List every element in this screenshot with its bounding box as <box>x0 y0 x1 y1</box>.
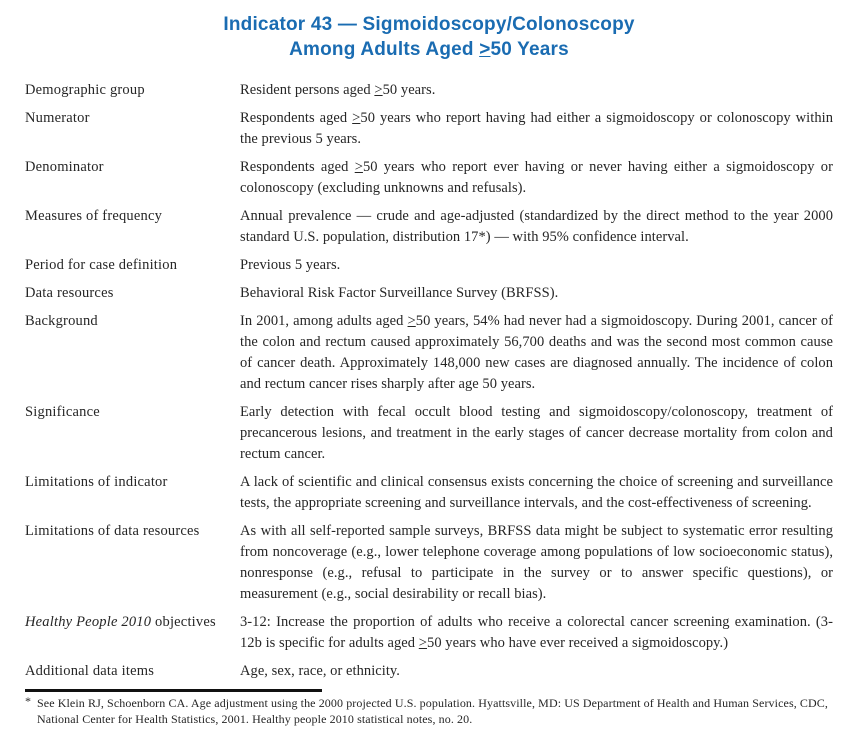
row-content: A lack of scientific and clinical consensus exists concerning the choice of screening and surveillance tests, the appropriate screening and surveillance intervals, and the cost-effectiveness of screening. <box>240 474 833 511</box>
row-label: Demographic group <box>25 82 145 98</box>
indicator-definition-table <box>25 80 833 682</box>
row-label: Period for case definition <box>25 257 178 273</box>
footnote-asterisk-marker: * <box>25 694 32 708</box>
footnote-divider-rule <box>25 689 322 692</box>
row-label: Limitations of indicator <box>25 474 168 490</box>
table-row-background <box>25 311 833 395</box>
table-row-period-for-case-definition <box>25 255 833 276</box>
table-row-denominator <box>25 157 833 199</box>
table-row-measures-of-frequency <box>25 206 833 248</box>
row-content: 3-12: Increase the proportion of adults who receive a colorectal cancer screening examination. (3-12b is specific for adults aged >50 years who have ever received a sigmoidoscopy.) <box>240 614 833 651</box>
table-row-demographic-group <box>25 80 833 101</box>
row-label: Significance <box>25 404 100 420</box>
table-row-limitations-of-data-resources <box>25 521 833 605</box>
row-content: Age, sex, race, or ethnicity. <box>240 663 400 679</box>
row-content: Previous 5 years. <box>240 257 341 273</box>
row-content: Respondents aged >50 years who report ever having or never having either a sigmoidoscopy or colonoscopy (excluding unknowns and refusals). <box>240 159 833 196</box>
page-title <box>25 12 833 62</box>
footnote <box>25 696 833 727</box>
table-row-significance <box>25 402 833 465</box>
row-label: Data resources <box>25 285 114 301</box>
row-label: Numerator <box>25 110 90 126</box>
row-label-italic-part: Healthy People 2010 <box>25 614 152 630</box>
table-row-numerator <box>25 108 833 150</box>
footnote-text: See Klein RJ, Schoenborn CA. Age adjustment using the 2000 projected U.S. population. Hyattsville, MD: US Department of Health and Human Services, CDC, National Center for Health Statistics, 2001. Healthy people 2010 statistical notes, no. 20. <box>37 696 828 726</box>
page-title-line-2: Among Adults Aged >50 Years <box>289 39 569 60</box>
row-label: Background <box>25 313 98 329</box>
page-title-line-1: Indicator 43 — Sigmoidoscopy/Colonoscopy <box>223 14 635 35</box>
row-label: Additional data items <box>25 663 155 679</box>
row-content: As with all self-reported sample surveys, BRFSS data might be subject to systematic error resulting from noncoverage (e.g., lower telephone coverage among populations of low socioeconomic status), nonresponse (e.g., refusal to participate in the survey or to answer specific questions), or measurement (e.g., social desirability or recall bias). <box>240 523 833 602</box>
row-label <box>25 612 240 654</box>
table-row-data-resources <box>25 283 833 304</box>
row-label: Measures of frequency <box>25 208 163 224</box>
row-content: Respondents aged >50 years who report having had either a sigmoidoscopy or colonoscopy within the previous 5 years. <box>240 110 833 147</box>
row-content: Behavioral Risk Factor Surveillance Survey (BRFSS). <box>240 285 559 301</box>
table-row-additional-data-items <box>25 661 833 682</box>
table-row-limitations-of-indicator <box>25 472 833 514</box>
table-row-healthy-people-2010-objectives <box>25 612 833 654</box>
row-label: Limitations of data resources <box>25 523 200 539</box>
row-content: Early detection with fecal occult blood testing and sigmoidoscopy/colonoscopy, treatment of precancerous lesions, and treatment in the early stages of cancer decrease mortality from colon and rectum cancer. <box>240 404 833 462</box>
row-content: In 2001, among adults aged >50 years, 54% had never had a sigmoidoscopy. During 2001, cancer of the colon and rectum caused approximately 56,700 deaths and was the second most common cause of cancer death. Approximately 148,000 new cases are diagnosed annually. The incidence of colon and rectum cancer rises sharply after age 50 years. <box>240 313 834 392</box>
row-label-regular-part: objectives <box>151 614 216 630</box>
row-label: Denominator <box>25 159 104 175</box>
row-content: Resident persons aged >50 years. <box>240 82 436 98</box>
row-content: Annual prevalence — crude and age-adjusted (standardized by the direct method to the year 2000 standard U.S. population, distribution 17*) — with 95% confidence interval. <box>240 208 833 245</box>
